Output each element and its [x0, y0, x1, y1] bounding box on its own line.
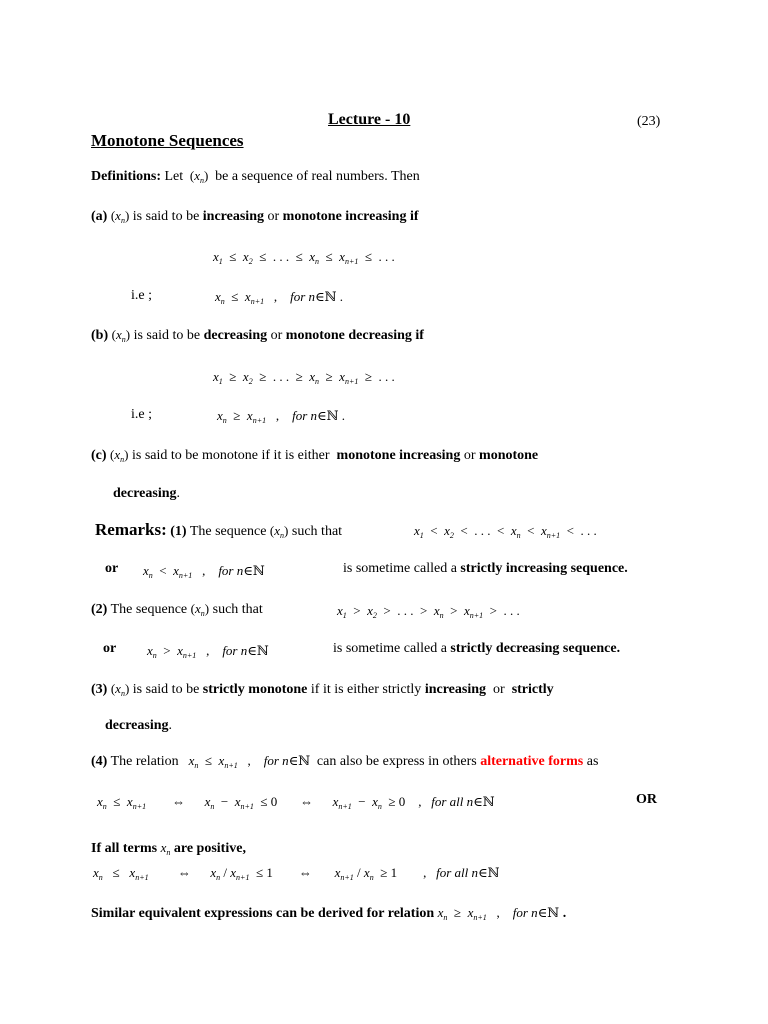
- def-a-ie: i.e ;: [131, 288, 152, 303]
- positive-formula: $x_n \le x_{n+1}$ ⇔ $x_n / x_{n+1} \le 1$ ⇔ $x_{n+1} / x_n \ge 1$ , for all n∈ℕ: [93, 865, 500, 882]
- def-b-decreasing: decreasing: [203, 328, 268, 343]
- def-a-monotone-increasing: monotone increasing: [282, 209, 407, 224]
- definitions-line: Definitions: Let $(x_n)$ be a sequence of real numbers. Then: [91, 168, 420, 185]
- def-a-ie-formula: $x_n \le x_{n+1}$ , for n∈ℕ .: [215, 289, 344, 306]
- def-c-label: (c): [91, 448, 107, 463]
- def-a-label: (a): [91, 209, 108, 224]
- remark-2-or-formula: $x_n > x_{n+1}$ , for n∈ℕ: [147, 643, 269, 660]
- strictly-monotone-text: strictly monotone: [202, 682, 308, 697]
- def-a-or: or: [267, 209, 280, 224]
- def-b-formula: $x_1 \ge x_2$ ≥ . . . ≥ $x_n \ge x_{n+1}$ ≥ . . .: [213, 369, 395, 386]
- remark-1-such: such that: [291, 524, 343, 539]
- page-number: (23): [637, 114, 661, 129]
- remark-3-line: (3) $(x_n)$ is said to be strictly monotone if it is either strictly increasing or strictly: [91, 681, 554, 698]
- def-c-line2: decreasing.: [113, 486, 181, 501]
- remark-1-line: Remarks: (1) The sequence $(x_n)$ such that: [95, 520, 343, 540]
- remark-1-label: (1): [170, 524, 187, 539]
- def-b-line: (b) $(x_n)$ is said to be decreasing or monotone decreasing if: [91, 327, 424, 344]
- remark-4-line: (4) The relation $x_n \le x_{n+1}$ , for n∈ℕ can also be express in others alternative forms as: [91, 753, 599, 770]
- def-c-or: or: [463, 448, 476, 463]
- def-b-text: is said to be: [133, 328, 201, 343]
- remark-2-called: is sometime called a strictly decreasing sequence.: [333, 641, 621, 656]
- def-c-decreasing: decreasing: [113, 486, 177, 501]
- def-c-monotone-increasing: monotone increasing: [336, 448, 461, 463]
- remark-2-or: or: [103, 641, 117, 656]
- remark-2-line: (2) The sequence $(x_n)$ such that: [91, 601, 263, 618]
- remark-4-formula: $x_n \le x_{n+1}$ ⇔ $x_n - x_{n+1} \le 0$ ⇔ $x_{n+1} - x_n \ge 0$ , for all n∈ℕ: [97, 794, 495, 811]
- remark-2-text: The sequence: [110, 602, 188, 617]
- def-b-label: (b): [91, 328, 109, 343]
- remark-1-formula: $x_1 < x_2$ < . . . < $x_n < x_{n+1}$ < . . .: [414, 523, 597, 540]
- similar-line: Similar equivalent expressions can be derived for relation $x_n \ge x_{n+1}$ , for n∈ℕ .: [91, 905, 567, 922]
- remark-3-line2: decreasing.: [105, 718, 173, 733]
- let-word: Let: [164, 169, 184, 184]
- definitions-label: Definitions:: [91, 169, 161, 184]
- def-a-text: is said to be: [132, 209, 200, 224]
- remarks-label: Remarks:: [95, 520, 167, 539]
- definitions-text: be a sequence of real numbers. Then: [215, 169, 420, 184]
- def-a-if: if: [409, 209, 419, 224]
- def-b-monotone-decreasing: monotone decreasing if: [285, 328, 424, 343]
- remark-1-or: or: [105, 561, 119, 576]
- def-c-monotone: monotone: [479, 448, 539, 463]
- lecture-title: Lecture - 10: [328, 111, 411, 128]
- def-a-formula: $x_1 \le x_2$ ≤ . . . ≤ $x_n \le x_{n+1}$ ≤ . . .: [213, 249, 395, 266]
- remark-4-label: (4): [91, 754, 108, 769]
- or-label: OR: [636, 792, 657, 807]
- remark-2-label: (2): [91, 602, 108, 617]
- remark-3-label: (3): [91, 682, 108, 697]
- remark-2-such: such that: [212, 602, 263, 617]
- def-a-line: (a) $(x_n)$ is said to be increasing or monotone increasing if: [91, 208, 419, 225]
- def-b-or: or: [270, 328, 283, 343]
- alternative-forms-text: alternative forms: [480, 754, 584, 769]
- section-title: Monotone Sequences: [91, 131, 244, 150]
- strictly-decreasing-text: strictly decreasing sequence.: [450, 641, 621, 656]
- remark-2-formula: $x_1 > x_2$ > . . . > $x_n > x_{n+1}$ > . . .: [337, 603, 520, 620]
- def-b-ie-formula: $x_n \ge x_{n+1}$ , for n∈ℕ .: [217, 408, 346, 425]
- def-b-ie: i.e ;: [131, 407, 152, 422]
- def-c-text: is said to be monotone if it is either: [132, 448, 330, 463]
- def-a-increasing: increasing: [202, 209, 264, 224]
- remark-1-or-formula: $x_n < x_{n+1}$ , for n∈ℕ: [143, 563, 265, 580]
- remark-1-text: The sequence: [189, 524, 267, 539]
- def-c-line: (c) $(x_n)$ is said to be monotone if it is either monotone increasing or monotone: [91, 447, 539, 464]
- strictly-increasing-text: strictly increasing sequence.: [460, 561, 628, 576]
- remark-1-called: is sometime called a strictly increasing sequence.: [343, 561, 628, 576]
- positive-heading: If all terms $x_n$ are positive,: [91, 840, 246, 857]
